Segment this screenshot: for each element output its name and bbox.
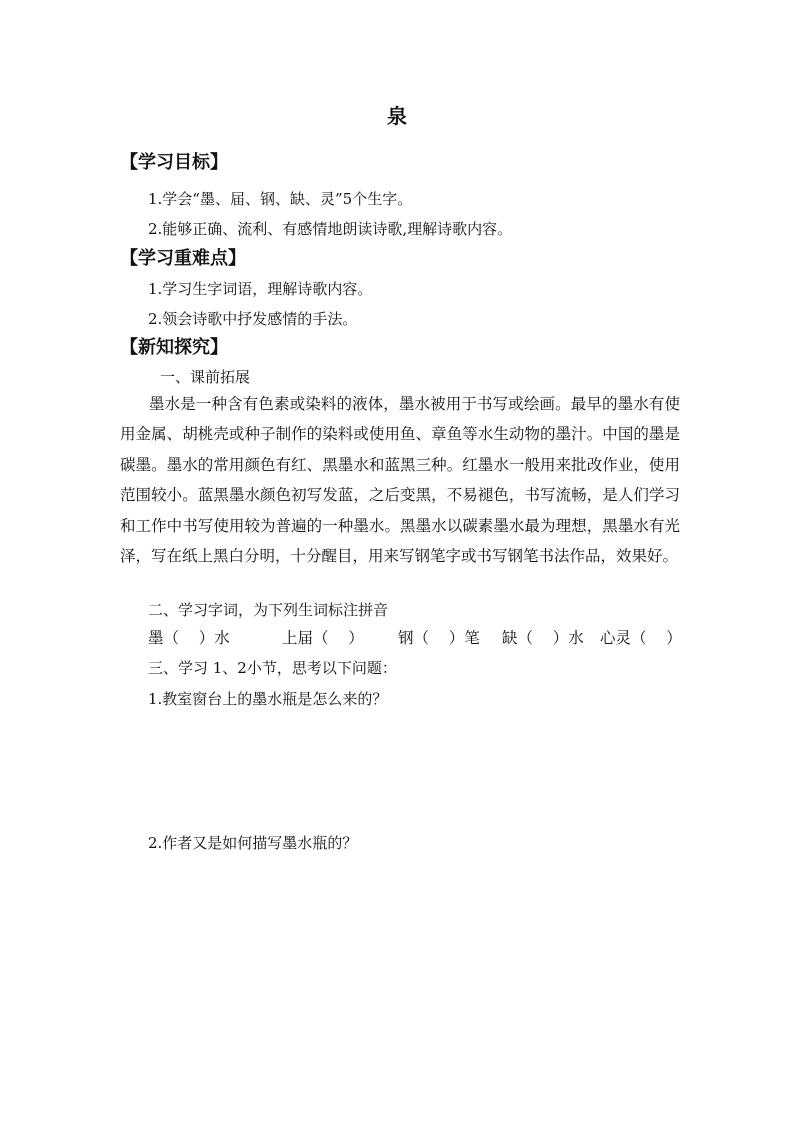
- part1-title: 一、课前拓展: [160, 368, 251, 386]
- pinyin-row: [148, 626, 688, 650]
- question-2: 2.作者又是如何描写墨水瓶的？: [148, 834, 358, 852]
- key-point-item-1: 1.学习生字词语，理解诗歌内容。: [148, 280, 373, 298]
- pinyin-item-ink: 墨（ ）水: [148, 629, 230, 647]
- explore-heading: 【新知探究】: [120, 337, 228, 358]
- pinyin-item-session: 上届（ ）: [282, 629, 364, 647]
- goal-item-2: 2.能够正确、流利、有感情地朗读诗歌,理解诗歌内容。: [148, 220, 513, 238]
- pinyin-item-lack: 缺（ ）水: [502, 629, 584, 647]
- ink-paragraph: 墨水是一种含有色素或染料的液体，墨水被用于书写或绘画。最早的墨水有使用金属、胡桃壳或种子制作的染料或使用鱼、章鱼等水生动物的墨汁。中国的墨是碳墨。墨水的常用颜色有红、黑墨水和蓝黑三种。红墨水一般用来批改作业，使用范围较小。蓝黑墨水颜色初写发蓝，之后变黑，不易褪色，书写流畅，是人们学习和工作中书写使用较为普遍的一种墨水。黑墨水以碳素墨水最为理想，黑墨水有光泽，写在纸上黑白分明，十分醒目，用来写钢笔字或书写钢笔书法作品，效果好。: [120, 395, 680, 566]
- part3-title: 三、学习 1、2小节，思考以下问题：: [148, 659, 397, 677]
- key-point-item-2: 2.领会诗歌中抒发感情的手法。: [148, 310, 358, 328]
- pinyin-item-soul: 心灵（ ）: [600, 629, 682, 647]
- goal-item-1: 1.学会“墨、届、钢、缺、灵”5个生字。: [148, 190, 413, 208]
- part2-title: 二、学习字词，为下列生词标注拼音: [148, 601, 389, 619]
- question-1: 1.教室窗台上的墨水瓶是怎么来的？: [148, 690, 388, 708]
- page-title: 泉: [387, 104, 407, 128]
- pinyin-item-steel: 钢（ ）笔: [398, 629, 480, 647]
- key-points-heading: 【学习重难点】: [120, 248, 246, 269]
- goals-heading: 【学习目标】: [120, 152, 228, 173]
